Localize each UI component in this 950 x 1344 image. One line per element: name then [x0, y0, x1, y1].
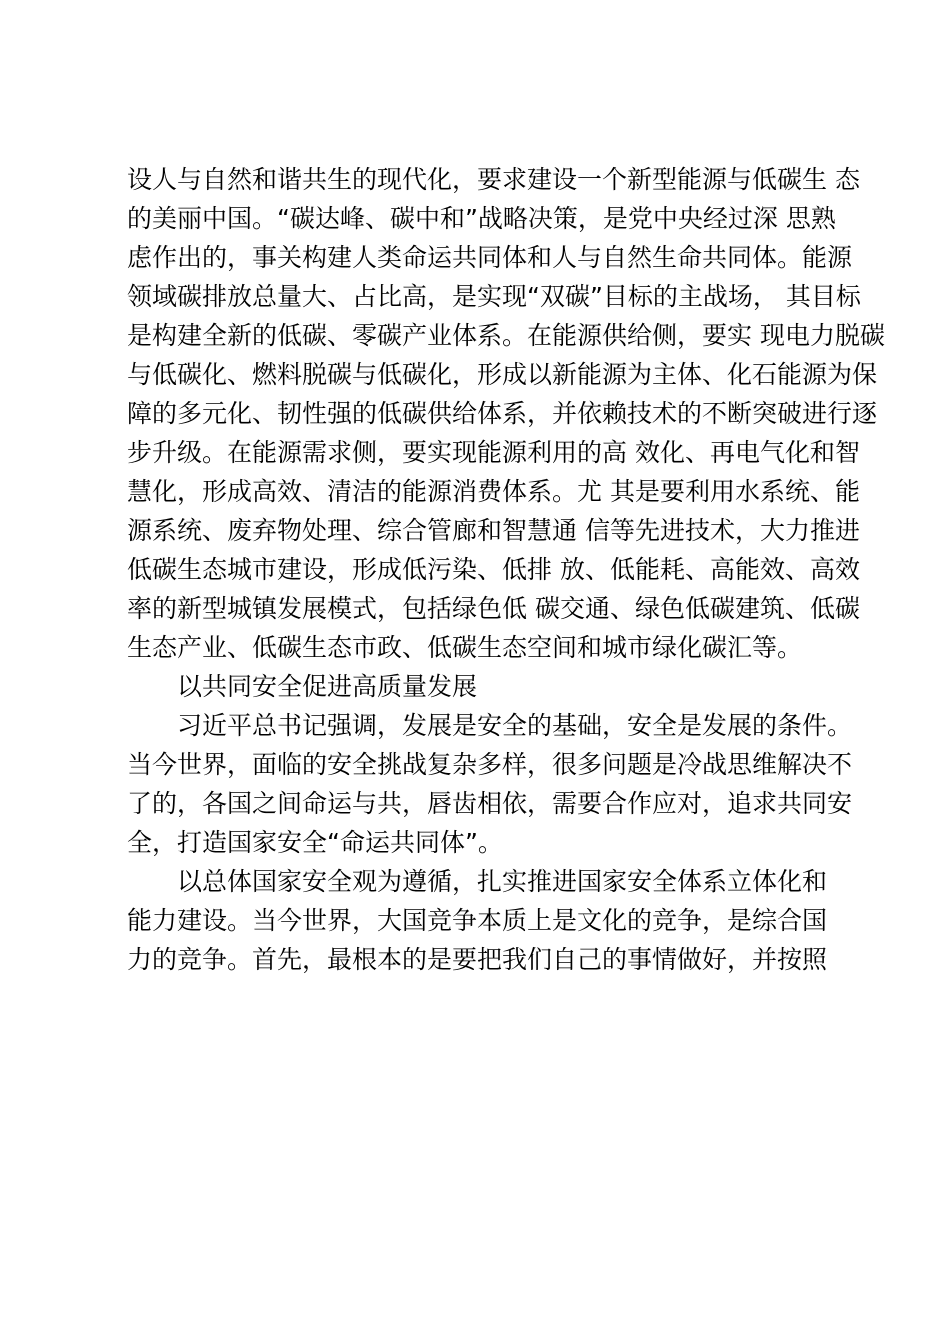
body-text	[127, 160, 885, 979]
text-line: 能力建设。当今世界，大国竞争本质上是文化的竞争，是综合国	[127, 906, 828, 935]
text-line: 设人与自然和谐共生的现代化，要求建设一个新型能源与低碳生 态	[127, 165, 860, 194]
text-line: 以总体国家安全观为遵循，扎实推进国家安全体系立体化和	[177, 867, 828, 896]
text-line: 与低碳化、燃料脱碳与低碳化，形成以新能源为主体、化石能源为保	[127, 360, 878, 389]
text-line: 是构建全新的低碳、零碳产业体系。在能源供给侧，要实 现电力脱碳	[127, 321, 885, 350]
section-heading: 以共同安全促进高质量发展	[177, 672, 478, 701]
text-line: 当今世界，面临的安全挑战复杂多样，很多问题是冷战思维解决不	[127, 750, 853, 779]
text-line: 的美丽中国。“碳达峰、碳中和”战略决策，是党中央经过深 思熟	[127, 204, 836, 233]
text-line: 生态产业、低碳生态市政、低碳生态空间和城市绿化碳汇等。	[127, 633, 803, 662]
text-line: 习近平总书记强调，发展是安全的基础，安全是发展的条件。	[177, 711, 853, 740]
text-line: 虑作出的，事关构建人类命运共同体和人与自然生命共同体。能源	[127, 243, 853, 272]
text-line: 障的多元化、韧性强的低碳供给体系，并依赖技术的不断突破进行逐	[127, 399, 878, 428]
text-line: 全，打造国家安全“命运共同体”。	[127, 828, 503, 857]
paragraph-1	[127, 160, 885, 667]
text-line: 慧化，形成高效、清洁的能源消费体系。尤 其是要利用水系统、能	[127, 477, 860, 506]
paragraph-2	[127, 706, 857, 862]
text-line: 领域碳排放总量大、占比高，是实现“双碳”目标的主战场， 其目标	[127, 282, 861, 311]
paragraph-3	[127, 862, 857, 979]
text-line: 低碳生态城市建设，形成低污染、低排 放、低能耗、高能效、高效	[127, 555, 860, 584]
text-line: 步升级。在能源需求侧，要实现能源利用的高 效化、再电气化和智	[127, 438, 860, 467]
text-line: 率的新型城镇发展模式，包括绿色低 碳交通、绿色低碳建筑、低碳	[127, 594, 860, 623]
text-line: 了的，各国之间命运与共，唇齿相依，需要合作应对，追求共同安	[127, 789, 853, 818]
text-line: 源系统、废弃物处理、综合管廊和智慧通 信等先进技术，大力推进	[127, 516, 860, 545]
text-line: 力的竞争。首先，最根本的是要把我们自己的事情做好，并按照	[127, 945, 828, 974]
